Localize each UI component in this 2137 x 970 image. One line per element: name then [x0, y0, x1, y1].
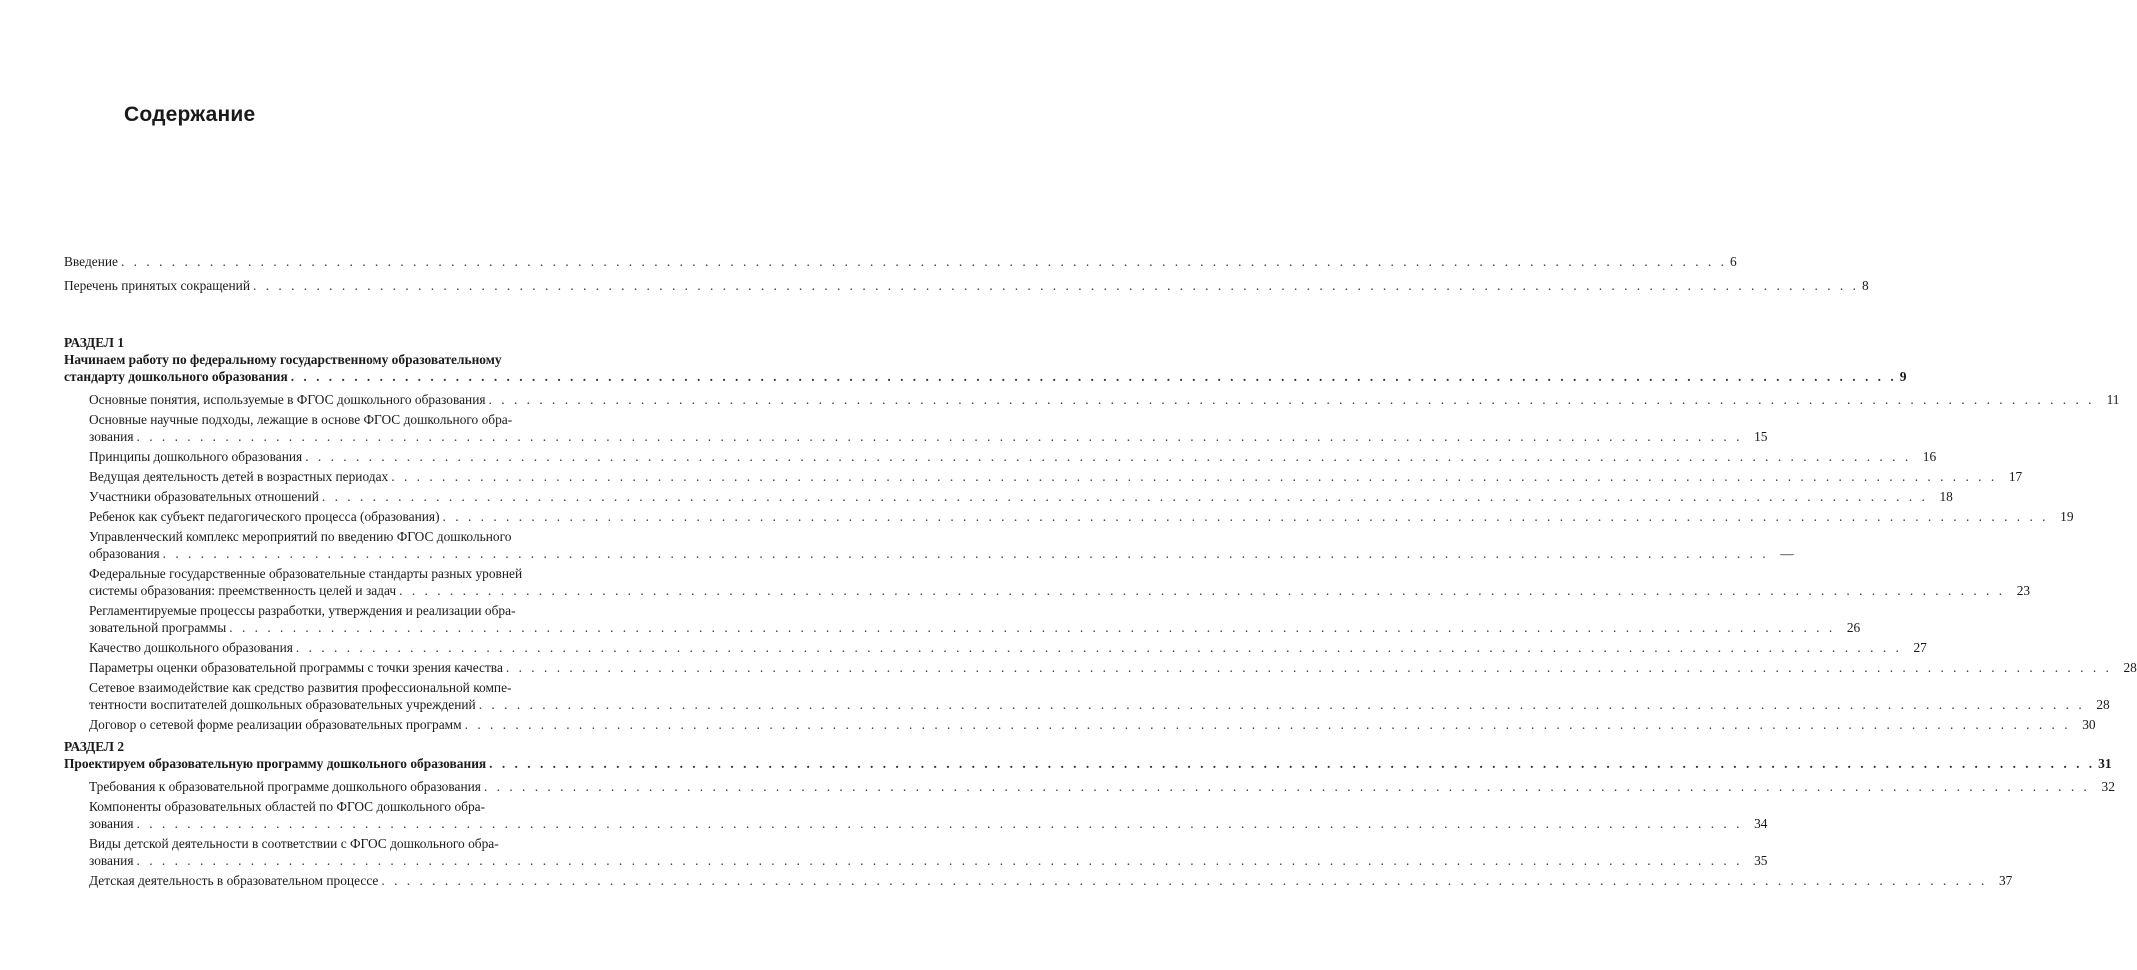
toc-entry[interactable]	[89, 468, 2023, 485]
toc-entry-text: Требования к образовательной программе дошкольного образования	[89, 779, 481, 794]
toc-entry[interactable]	[89, 659, 2137, 676]
toc-entry-text-line1: Виды детской деятельности в соответствии с ФГОС дошкольного обра-	[89, 836, 499, 851]
toc-entry[interactable]	[89, 508, 2074, 525]
toc-entry-text: образования	[89, 546, 160, 561]
toc-entry-page: 15	[1754, 429, 1768, 444]
leader-dots	[506, 659, 2112, 676]
toc-entry-text: Принципы дошкольного образования	[89, 449, 303, 464]
toc-entry-text: Детская деятельность в образовательном процессе	[89, 873, 379, 888]
toc-entry-text: Параметры оценки образовательной программы с точки зрения качества	[89, 660, 503, 675]
toc-entry-page: 8	[1861, 278, 1869, 293]
toc-intro	[64, 253, 1869, 301]
toc-entry-text: Качество дошкольного образования	[89, 640, 293, 655]
toc-entry-page: 30	[2082, 717, 2096, 732]
leader-dots	[296, 639, 1902, 656]
toc-entry-text: зования	[89, 816, 134, 831]
toc-entry[interactable]	[89, 639, 1927, 656]
section-page: 31	[2098, 756, 2112, 771]
toc-entry-text: зования	[89, 853, 134, 868]
section-entries	[89, 391, 2137, 733]
toc-entry-text: системы образования: преемственность целей и задач	[89, 583, 397, 598]
toc-entry-abbreviations[interactable]	[64, 277, 1869, 294]
toc-entry-text-line1: Федеральные государственные образовательные стандарты разных уровней	[89, 566, 523, 581]
toc-entry-intro[interactable]	[64, 253, 1737, 270]
toc-entry-page: 18	[1939, 489, 1953, 504]
leader-dots	[163, 545, 1769, 562]
toc-entry-page: 28	[2096, 697, 2110, 712]
toc-entry[interactable]	[89, 716, 2096, 733]
toc-entry-page: 32	[2101, 779, 2115, 794]
section-label: РАЗДЕЛ 1	[64, 335, 125, 350]
leader-dots	[465, 716, 2071, 733]
toc-entry-text: тентности воспитателей дошкольных образовательных учреждений	[89, 697, 476, 712]
toc-entry-text: Введение	[64, 254, 118, 269]
toc-entry[interactable]	[89, 679, 2110, 713]
toc-entry-page: 19	[2060, 509, 2074, 524]
leader-dots	[291, 368, 1897, 385]
toc-entry-page: 16	[1922, 449, 1937, 464]
leader-dots	[489, 755, 2095, 772]
leader-dots	[253, 277, 1859, 294]
toc-entry-page: 35	[1754, 853, 1768, 868]
toc-entry-text: зования	[89, 429, 134, 444]
section-entries	[89, 778, 2115, 889]
toc-entry-text: Ребенок как субъект педагогического процесса (образования)	[89, 509, 440, 524]
leader-dots	[479, 696, 2085, 713]
toc-entry-text-line1: Управленческий комплекс мероприятий по введению ФГОС дошкольного	[89, 529, 512, 544]
toc-entry[interactable]	[89, 391, 2120, 408]
toc-entry-text: Ведущая деятельность детей в возрастных периодах	[89, 469, 389, 484]
toc-entry-page: —	[1780, 546, 1794, 561]
toc-entry-page: 6	[1729, 254, 1737, 269]
leader-dots	[121, 253, 1727, 270]
section-title-line1: Начинаем работу по федеральному государственному образовательному	[64, 352, 502, 367]
toc-entry[interactable]	[89, 565, 2031, 599]
section-title[interactable]	[64, 755, 2112, 772]
section-label: РАЗДЕЛ 2	[64, 739, 125, 754]
toc-entry-text-line1: Основные научные подходы, лежащие в основе ФГОС дошкольного обра-	[89, 412, 513, 427]
leader-dots	[391, 468, 1997, 485]
toc-entry[interactable]	[89, 835, 1768, 869]
leader-dots	[399, 582, 2005, 599]
toc-entry-page: 34	[1754, 816, 1768, 831]
toc-entry[interactable]	[89, 778, 2115, 795]
leader-dots	[305, 448, 1911, 465]
toc-entry-page: 28	[2123, 660, 2137, 675]
section-title-line2: стандарту дошкольного образования	[64, 369, 288, 384]
toc-entry-page: 26	[1846, 620, 1861, 635]
toc-entry-text: зовательной программы	[89, 620, 227, 635]
toc-entry-text: Участники образовательных отношений	[89, 489, 319, 504]
toc-entry[interactable]	[89, 602, 1861, 636]
section-title-line2: Проектируем образовательную программу дошкольного образования	[64, 756, 487, 771]
toc-entry-page: 37	[1998, 873, 2013, 888]
toc-entry-page: 27	[1913, 640, 1927, 655]
leader-dots	[137, 428, 1743, 445]
section-title[interactable]	[64, 351, 1907, 385]
toc-entry-page: 23	[2016, 583, 2031, 598]
toc-entry[interactable]	[89, 872, 2013, 889]
toc-entry-text: Перечень принятых сокращений	[64, 278, 250, 293]
leader-dots	[484, 778, 2090, 795]
toc-section-1	[64, 335, 2137, 736]
toc-entry[interactable]	[89, 448, 1937, 465]
toc-entry-text-line1: Регламентируемые процессы разработки, утверждения и реализации обра-	[89, 603, 516, 618]
toc-entry-page: 17	[2008, 469, 2023, 484]
toc-entry-text: Основные понятия, используемые в ФГОС дошкольного образования	[89, 392, 486, 407]
toc-entry-text-line1: Компоненты образовательных областей по ФГОС дошкольного обра-	[89, 799, 486, 814]
leader-dots	[489, 391, 2095, 408]
section-page: 9	[1899, 369, 1907, 384]
leader-dots	[137, 815, 1743, 832]
leader-dots	[229, 619, 1835, 636]
leader-dots	[137, 852, 1743, 869]
toc-entry-text: Договор о сетевой форме реализации образовательных программ	[89, 717, 462, 732]
toc-entry[interactable]	[89, 411, 1768, 445]
toc-section-2	[64, 739, 2115, 892]
leader-dots	[443, 508, 2049, 525]
toc-entry[interactable]	[89, 528, 1794, 562]
toc-entry-page: 11	[2106, 392, 2120, 407]
page-title: Содержание	[124, 103, 256, 126]
toc-entry[interactable]	[89, 798, 1768, 832]
toc-entry[interactable]	[89, 488, 1953, 505]
toc-entry-text-line1: Сетевое взаимодействие как средство развития профессиональной компе-	[89, 680, 512, 695]
leader-dots	[381, 872, 1987, 889]
leader-dots	[322, 488, 1928, 505]
